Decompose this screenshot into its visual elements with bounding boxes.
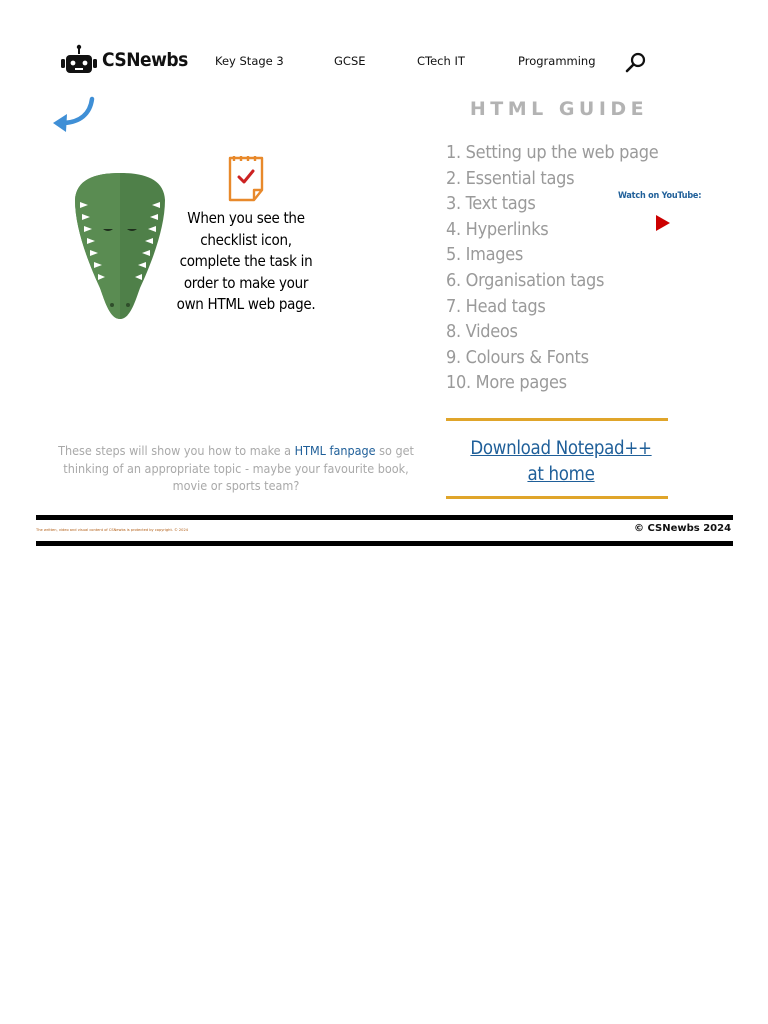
guide-item[interactable]: 10. More pages (446, 372, 567, 394)
download-notepad-link[interactable] (446, 436, 676, 488)
youtube-play-icon[interactable] (656, 215, 670, 231)
guide-item[interactable]: 4. Hyperlinks (446, 218, 549, 240)
guide-item[interactable]: 5. Images (446, 244, 524, 266)
youtube-label: Watch on YouTube: (618, 191, 702, 201)
html-fanpage-link[interactable]: HTML fanpage (294, 443, 376, 458)
guide-item[interactable]: 9. Colours & Fonts (446, 346, 589, 368)
divider-top (446, 418, 668, 421)
site-logo[interactable] (60, 44, 188, 76)
copyright: © CSNewbs 2024 (634, 523, 732, 534)
robot-logo-icon (60, 44, 98, 76)
guide-item[interactable]: 7. Head tags (446, 295, 546, 317)
nav-gcse[interactable]: GCSE (334, 54, 366, 68)
guide-item[interactable]: 1. Setting up the web page (446, 142, 659, 163)
intro-paragraph (56, 442, 416, 495)
crocodile-icon (72, 170, 168, 322)
checklist-instruction: When you see the checklist icon, complete the task in order to make your own HTML web page. (176, 209, 316, 313)
guide-item[interactable]: 3. Text tags (446, 193, 536, 215)
intro-text-post: so get thinking of an appropriate topic - maybe your favourite book, movie or sports team? (63, 443, 414, 493)
guide-item[interactable]: 6. Organisation tags (446, 269, 605, 291)
download-line-1: Download Notepad++ (470, 438, 652, 459)
search-icon[interactable] (624, 50, 648, 74)
nav-key-stage-3[interactable]: Key Stage 3 (215, 54, 284, 68)
logo-text: CSNewbs (102, 49, 188, 71)
guide-item[interactable]: 2. Essential tags (446, 167, 575, 189)
nav-ctech-it[interactable]: CTech IT (417, 54, 465, 68)
copyright-notice: The written, video and visual content of CSNewbs is protected by copyright. © 2024 (36, 528, 189, 532)
divider-bottom (446, 496, 668, 499)
footer-rule-bottom (36, 541, 733, 546)
checklist-icon (226, 154, 266, 202)
guide-item[interactable]: 8. Videos (446, 321, 518, 343)
footer-rule-top (36, 515, 733, 520)
intro-text-pre: These steps will show you how to make a (58, 443, 295, 458)
back-arrow-icon[interactable] (50, 96, 98, 136)
guide-title: HTML GUIDE (469, 98, 649, 120)
guide-list (446, 140, 658, 396)
nav-programming[interactable]: Programming (518, 54, 596, 68)
download-line-2: at home (527, 464, 595, 485)
